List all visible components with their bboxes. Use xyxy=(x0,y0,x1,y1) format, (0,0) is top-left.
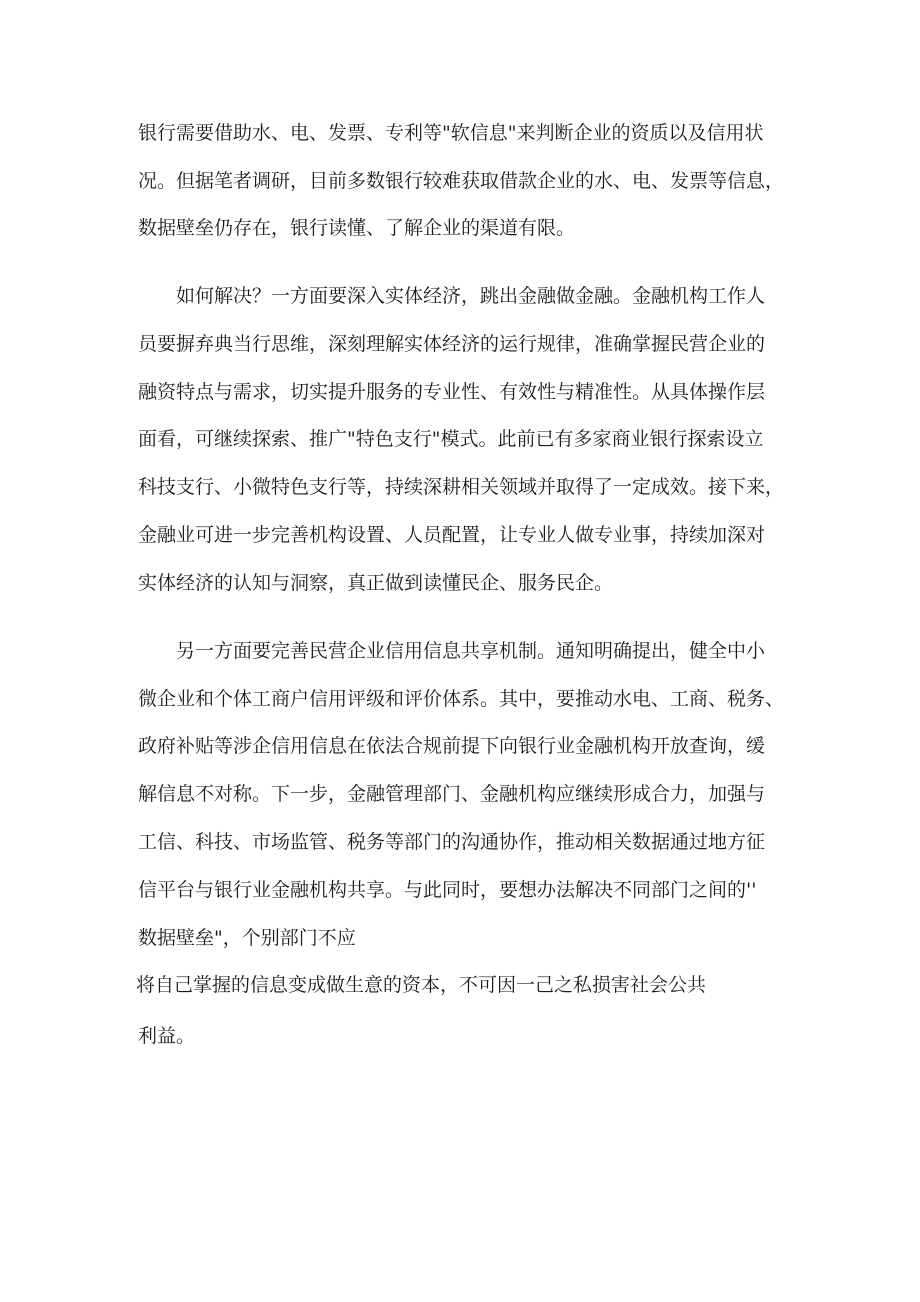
paragraph-2-line-3: 融资特点与需求，切实提升服务的专业性、有效性与精准性。从具体操作层 xyxy=(138,381,766,403)
paragraph-3-line-2: 微企业和个体工商户信用评级和评价体系。其中，要推动水电、工商、税务、 xyxy=(138,688,785,710)
paragraph-2-line-1: 如何解决？一方面要深入实体经济，跳出金融做金融。金融机构工作人 xyxy=(176,285,766,307)
paragraph-2-line-7: 实体经济的认知与洞察，真正做到读懂民企、服务民企。 xyxy=(138,572,614,594)
paragraph-2-line-5: 科技支行、小微特色支行等，持续深耕相关领域并取得了一定成效。接下来， xyxy=(138,476,785,498)
paragraph-1-line-1: 银行需要借助水、电、发票、专利等"软信息"来判断企业的资质以及信用状 xyxy=(138,122,764,144)
paragraph-3-line-5: 工信、科技、市场监管、税务等部门的沟通协作，推动相关数据通过地方征 xyxy=(138,831,766,853)
paragraph-3-line-6: 信平台与银行业金融机构共享。与此同时，要想办法解决不同部门之间的'' xyxy=(138,879,757,901)
paragraph-1-line-3: 数据壁垒仍存在，银行读懂、了解企业的渠道有限。 xyxy=(138,217,576,239)
paragraph-3-line-3: 政府补贴等涉企信用信息在依法合规前提下向银行业金融机构开放查询，缓 xyxy=(138,735,766,757)
paragraph-1-line-2: 况。但据笔者调研，目前多数银行较难获取借款企业的水、电、发票等信息， xyxy=(138,170,785,192)
paragraph-2-line-2: 员要摒弃典当行思维，深刻理解实体经济的运行规律，准确掌握民营企业的 xyxy=(138,333,766,355)
paragraph-2-line-4: 面看，可继续探索、推广"特色支行"模式。此前已有多家商业银行探索设立 xyxy=(138,428,764,450)
paragraph-3-line-4: 解信息不对称。下一步，金融管理部门、金融机构应继续形成合力，加强与 xyxy=(138,783,766,805)
paragraph-2-line-6: 金融业可进一步完善机构设置、人员配置，让专业人做专业事，持续加深对 xyxy=(138,524,766,546)
paragraph-4-line-1: 将自己掌握的信息变成做生意的资本，不可因一己之私损害社会公共 xyxy=(136,974,707,996)
paragraph-4-line-2: 利益。 xyxy=(138,1025,196,1047)
paragraph-3-line-7: 数据壁垒"，个别部门不应 xyxy=(138,927,356,949)
paragraph-3-line-1: 另一方面要完善民营企业信用信息共享机制。通知明确提出，健全中小 xyxy=(176,640,766,662)
